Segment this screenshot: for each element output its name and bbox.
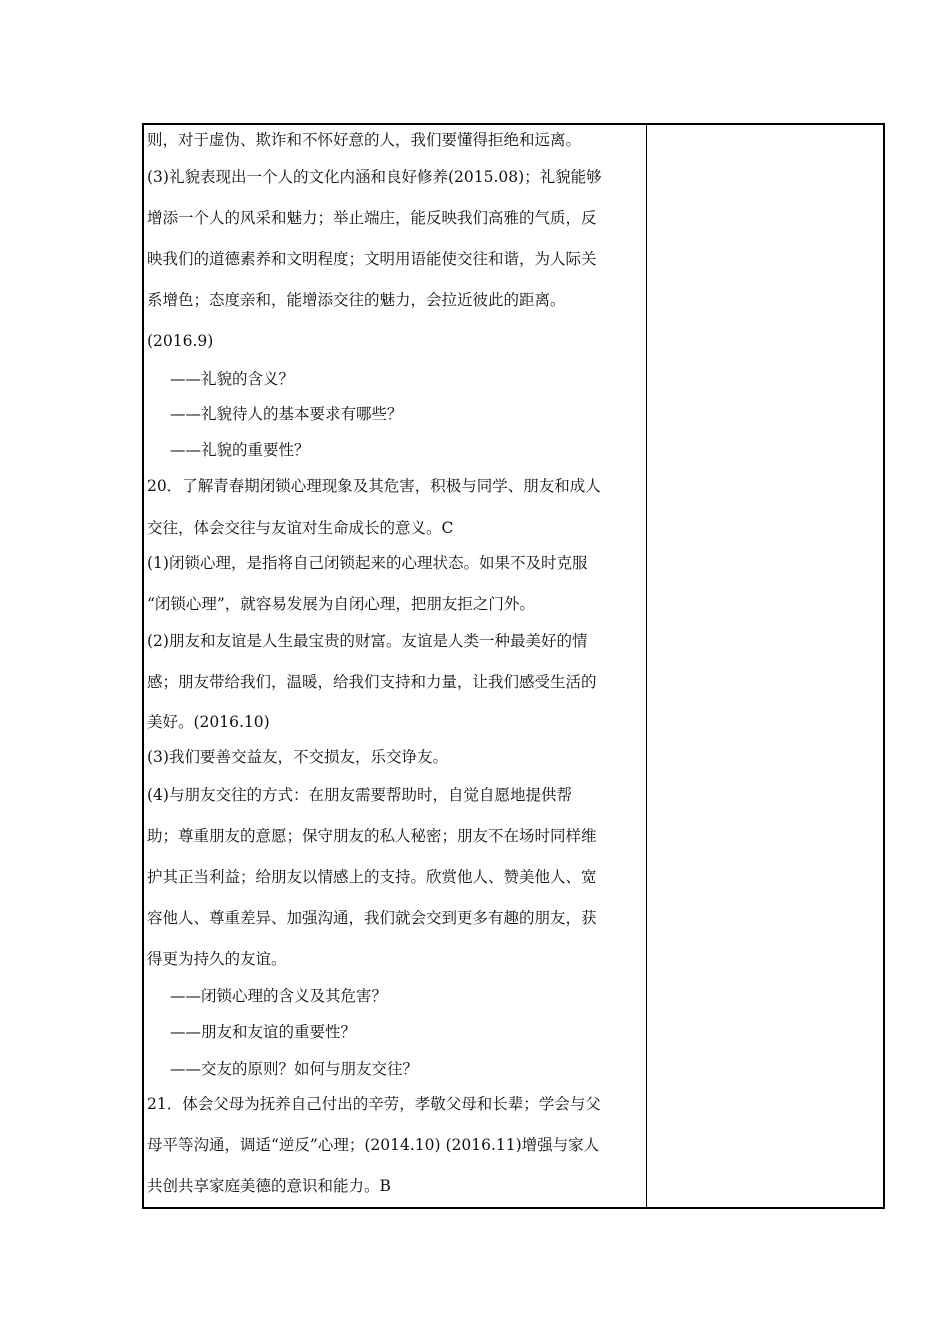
question-line: ——礼貌待人的基本要求有哪些？ [170,405,403,423]
text-line: (2)朋友和友谊是人生最宝贵的财富。友谊是人类一种最美好的情 [147,632,588,650]
text-line: (1)闭锁心理，是指将自己闭锁起来的心理状态。如果不及时克服 [147,554,588,572]
text-line: “闭锁心理”，就容易发展为自闭心理，把朋友拒之门外。 [147,595,535,613]
section-heading-21: 21．体会父母为抚养自己付出的辛劳，孝敬父母和长辈；学会与父 [147,1095,601,1113]
question-line: ——礼貌的含义？ [170,370,295,388]
text-line: 美好。(2016.10) [147,713,270,731]
section-heading-20: 20．了解青春期闭锁心理现象及其危害，积极与同学、朋友和成人 [147,477,601,495]
text-line: 母平等沟通，调适“逆反”心理；(2014.10) (2016.11)增强与家人 [147,1136,600,1154]
question-line: ——礼貌的重要性？ [170,441,310,459]
text-line: 得更为持久的友谊。 [147,950,287,968]
text-line: 护其正当利益；给朋友以情感上的支持。欣赏他人、赞美他人、宽 [147,868,597,886]
question-line: ——闭锁心理的含义及其危害？ [170,987,388,1005]
text-line: 助；尊重朋友的意愿；保守朋友的私人秘密；朋友不在场时同样维 [147,827,597,845]
question-line: ——朋友和友谊的重要性？ [170,1023,357,1041]
text-line: (3)我们要善交益友，不交损友，乐交诤友。 [147,748,448,766]
text-line: 感；朋友带给我们，温暖，给我们支持和力量，让我们感受生活的 [147,673,597,691]
text-line: (4)与朋友交往的方式：在朋友需要帮助时，自觉自愿地提供帮 [147,786,572,804]
text-line: 交往，体会交往与友谊对生命成长的意义。C [147,519,454,537]
content-table [142,123,885,1209]
question-line: ——交友的原则？如何与朋友交往？ [170,1060,419,1078]
right-column-empty [647,125,883,1207]
text-line: (3)礼貌表现出一个人的文化内涵和良好修养(2015.08)；礼貌能够 [147,168,602,186]
text-line: 容他人、尊重差异、加强沟通，我们就会交到更多有趣的朋友，获 [147,909,597,927]
text-line: 共创共享家庭美德的意识和能力。B [147,1177,391,1195]
text-line: 则，对于虚伪、欺诈和不怀好意的人，我们要懂得拒绝和远离。 [147,131,582,149]
left-column [144,125,646,1207]
text-line: 映我们的道德素养和文明程度；文明用语能使交往和谐，为人际关 [147,250,597,268]
text-line: (2016.9) [147,332,214,350]
text-line: 系增色；态度亲和，能增添交往的魅力，会拉近彼此的距离。 [147,291,566,309]
text-line: 增添一个人的风采和魅力；举止端庄，能反映我们高雅的气质，反 [147,209,597,227]
